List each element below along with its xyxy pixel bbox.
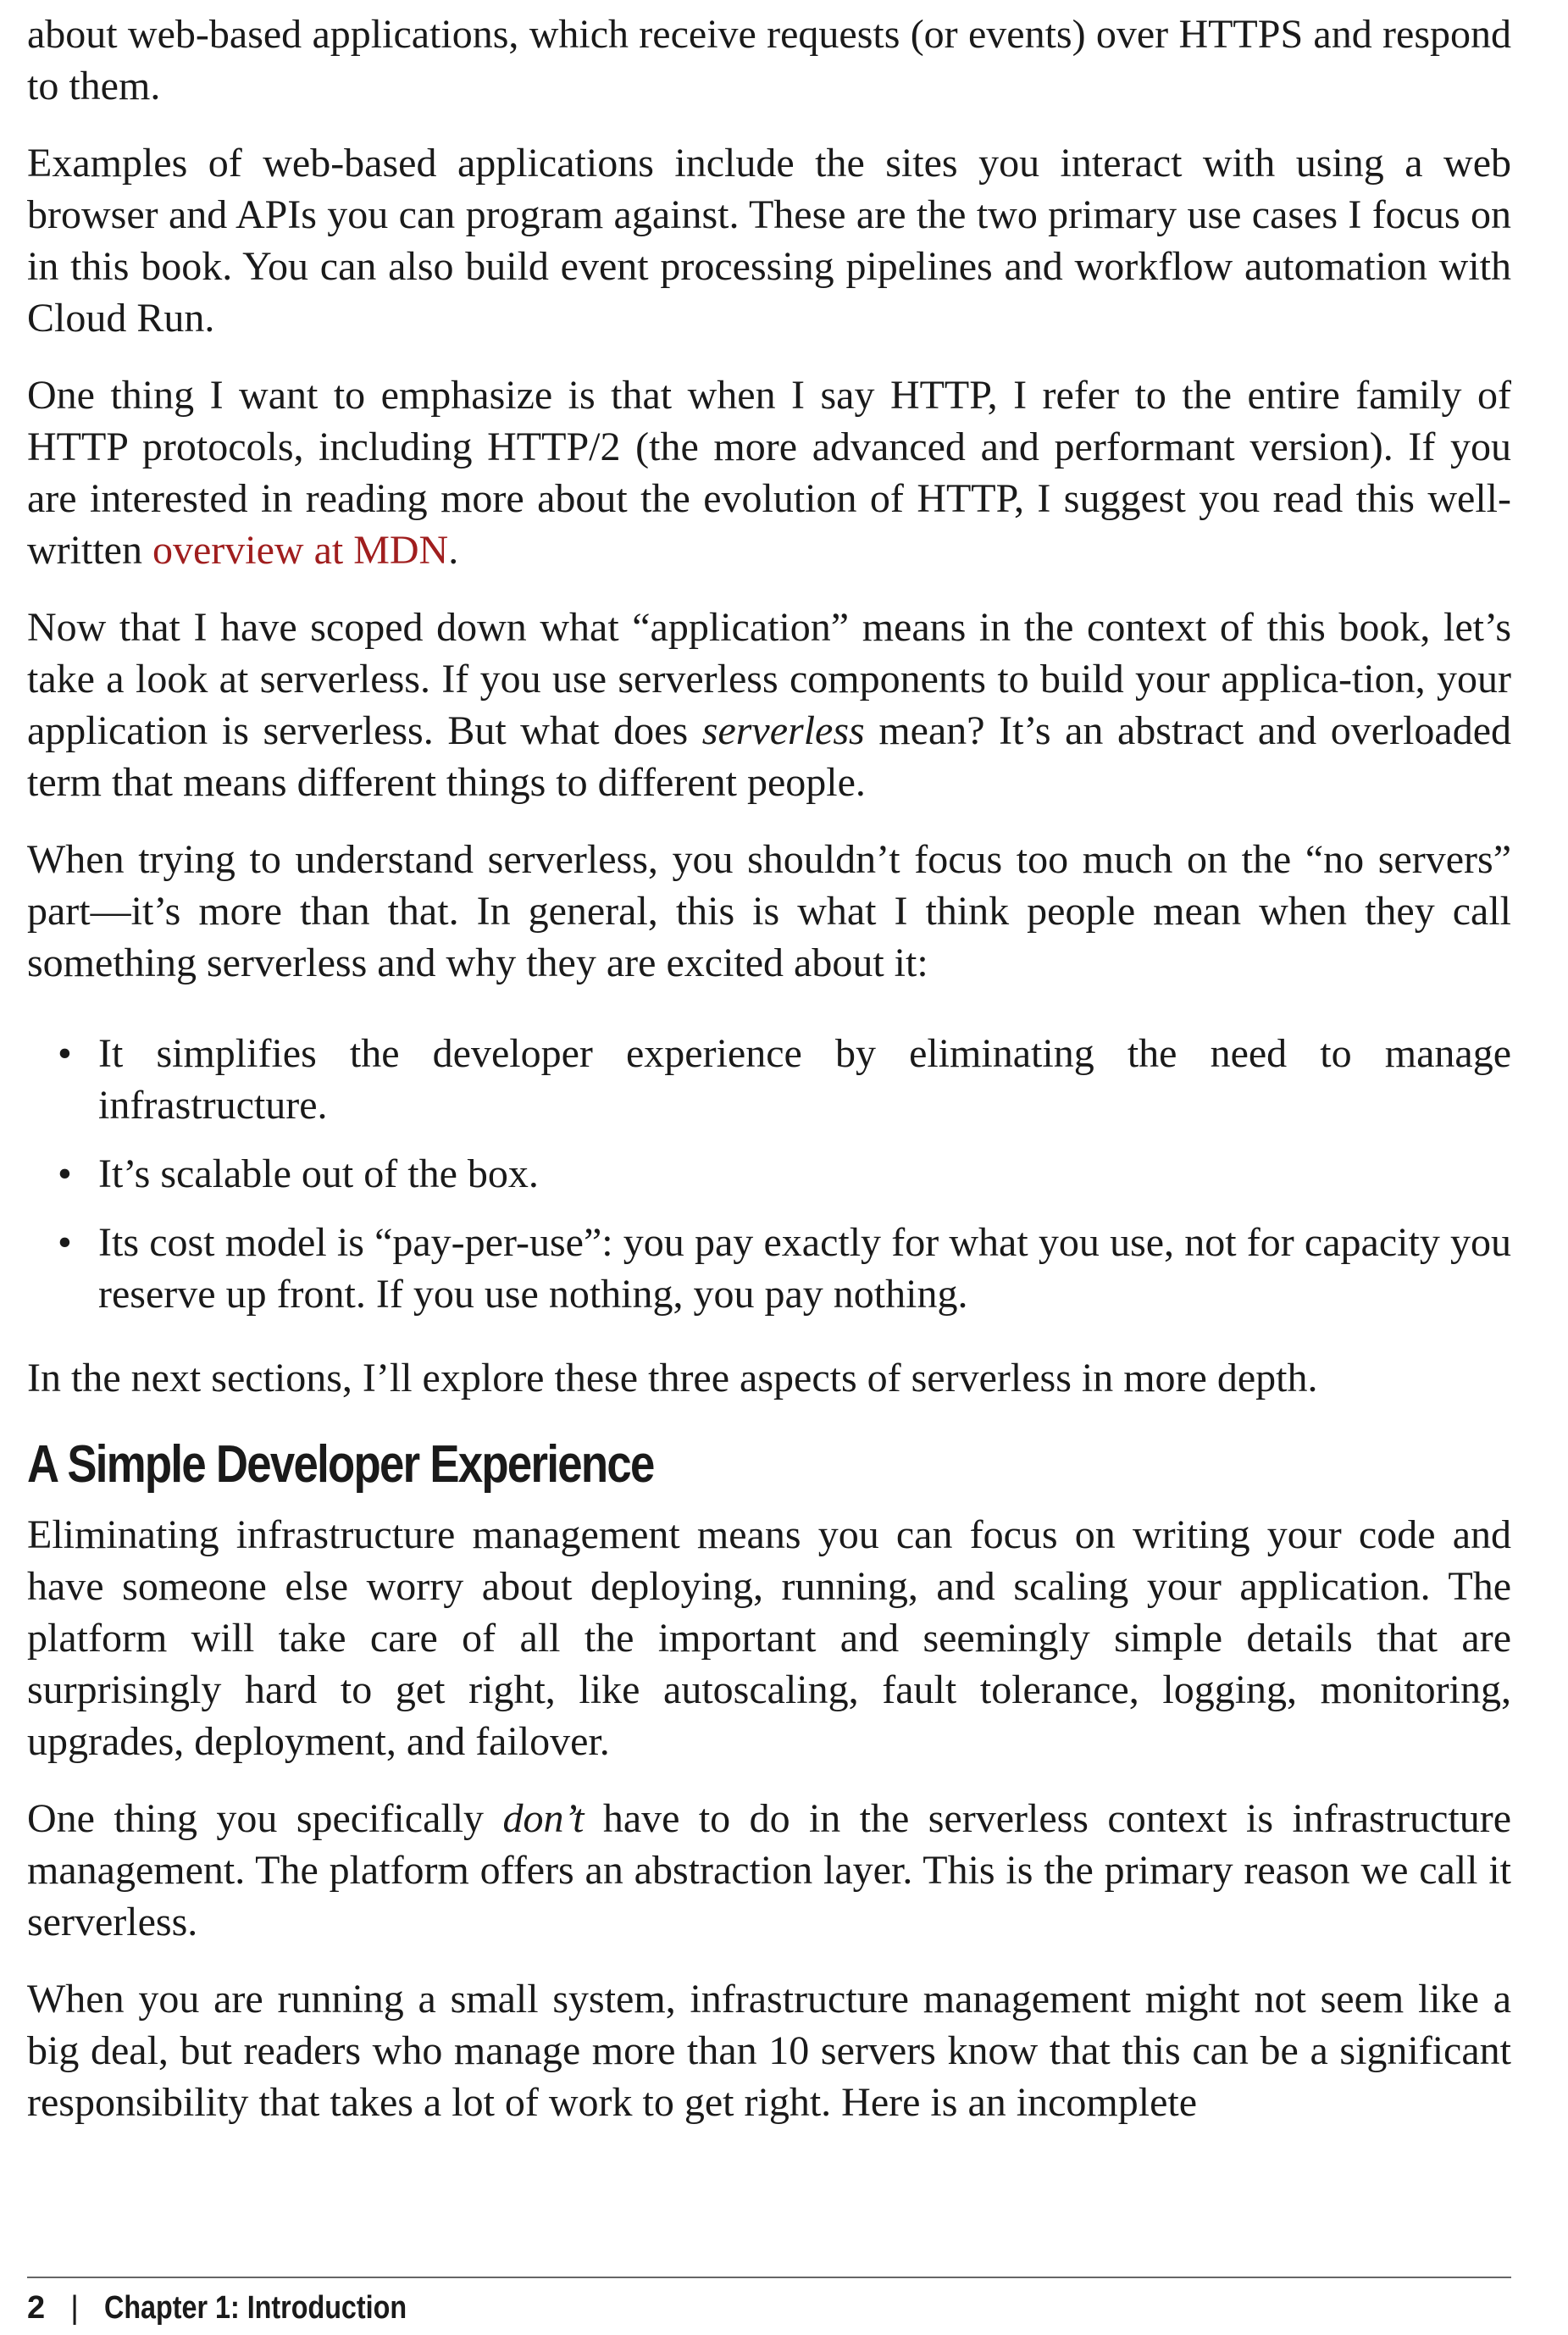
paragraph-next-sections: In the next sections, I’ll explore these three aspects of serverless in more depth. xyxy=(27,1356,1318,1400)
emphasis-dont: don’t xyxy=(502,1796,585,1841)
serverless-aspects-list xyxy=(27,1028,1511,1320)
paragraph-scope-text: Now that I have scoped down what “application” means in the context of this book, let’s take a look at serverless. If you use serverless components to build your applica-tion, your application is serverless. But what does xyxy=(27,605,1511,753)
list-item xyxy=(27,1148,1511,1200)
footer-separator: | xyxy=(70,2290,80,2326)
list-item-text: Its cost model is “pay-per-use”: you pay exactly for what you use, not for capacity you reserve up front. If you use nothing, you pay nothing. xyxy=(98,1220,1511,1317)
list-item-text: It simplifies the developer experience by eliminating the need to manage infrastructure. xyxy=(98,1031,1511,1128)
list-item-text: It’s scalable out of the box. xyxy=(98,1151,539,1196)
mdn-overview-link[interactable]: overview at MDN xyxy=(152,528,449,573)
list-item xyxy=(27,1217,1511,1320)
paragraph-understand: When trying to understand serverless, you shouldn’t focus too much on the “no servers” part—it’s more than that. In general, this is what I think people mean when they call something serverless and why they are excited about it: xyxy=(27,837,1511,985)
paragraph-scope-end: mean? It’s an abstract and overloaded term that means different things to different people. xyxy=(27,708,1511,805)
paragraph-examples: Examples of web-based applications include the sites you interact with using a web browser and APIs you can program against. These are the two primary use cases I focus on in this book. You can also build event processing pipelines and workflow automation with Cloud Run. xyxy=(27,141,1511,341)
paragraph-http-text: One thing I want to emphasize is that when I say HTTP, I refer to the entire family of HTTP protocols, including HTTP/2 (the more advanced and performant version). If you are interested in reading more about the evolution of HTTP, I suggest you read this well-written xyxy=(27,373,1511,573)
section-heading: A Simple Developer Experience xyxy=(27,1435,654,1494)
paragraph-web-apps: about web-based applications, which receive requests (or events) over HTTPS and respond to them. xyxy=(27,12,1511,108)
paragraph-eliminating: Eliminating infrastructure management means you can focus on writing your code and have someone else worry about deploying, running, and scaling your application. The platform will take care of all the important and seemingly simple details that are surprisingly hard to get right, like autoscaling, fault tolerance, logging, monitoring, upgrades, deployment, and failover. xyxy=(27,1512,1511,1764)
page-number: 2 xyxy=(27,2290,46,2326)
paragraph-dont-text: One thing you specifically xyxy=(27,1796,503,1841)
paragraph-scope xyxy=(27,602,1511,808)
bullet-icon: • xyxy=(58,1031,72,1076)
chapter-title: Chapter 1: Introduction xyxy=(104,2290,407,2326)
paragraph-small-system: When you are running a small system, infrastructure management might not seem like a big deal, but readers who manage more than 10 servers know that this can be a significant responsibility that takes a lot of work to get right. Here is an incomplete xyxy=(27,1977,1511,2125)
page-footer xyxy=(27,2277,1511,2327)
list-item xyxy=(27,1028,1511,1131)
bullet-icon: • xyxy=(58,1151,72,1196)
paragraph-dont xyxy=(27,1793,1511,1948)
paragraph-http-end: . xyxy=(448,528,459,573)
emphasis-serverless: serverless xyxy=(701,708,865,753)
paragraph-dont-end: have to do in the serverless context is infrastructure management. The platform offers an abstraction layer. This is the primary reason we call it serverless. xyxy=(27,1796,1512,1944)
page-content xyxy=(27,8,1511,2154)
paragraph-http xyxy=(27,369,1511,576)
bullet-icon: • xyxy=(58,1220,72,1265)
